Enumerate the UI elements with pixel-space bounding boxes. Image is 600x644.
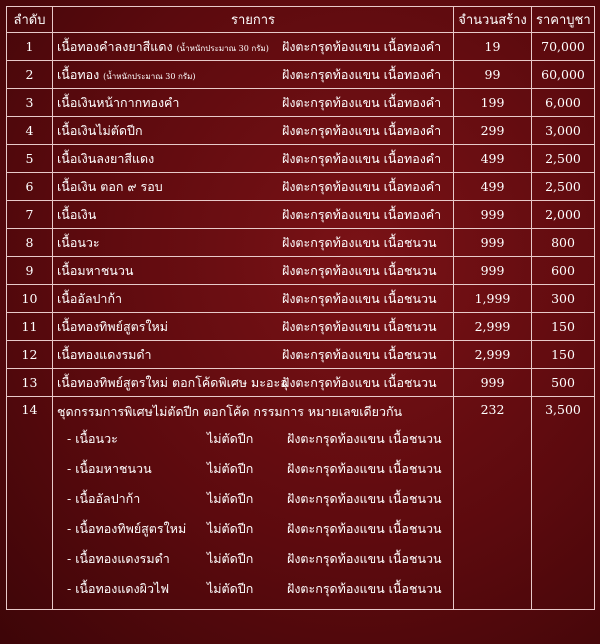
item-mint-detail: ฝังตะกรุดท้องแขน เนื้อชนวน <box>282 346 437 362</box>
row-number: 9 <box>7 257 53 285</box>
table-row <box>7 285 595 313</box>
row-number: 4 <box>7 117 53 145</box>
item-mint-detail: ฝังตะกรุดท้องแขน เนื้อชนวน <box>282 374 437 390</box>
row-quantity: 999 <box>454 201 532 229</box>
row-description <box>53 313 454 341</box>
row-number: 12 <box>7 341 53 369</box>
set-item-mint-detail: ฝังตะกรุดท้องแขน เนื้อชนวน <box>287 491 442 506</box>
set-item-name: - เนื้อทองแดงผิวไฟ <box>67 581 170 596</box>
table-row <box>7 257 595 285</box>
item-name: เนื้อทองแดงรมดำ <box>57 346 152 362</box>
item-mint-detail: ฝังตะกรุดท้องแขน เนื้อทองคำ <box>282 206 442 222</box>
row-price: 70,000 <box>532 33 595 61</box>
table-row <box>7 173 595 201</box>
item-mint-detail: ฝังตะกรุดท้องแขน เนื้อทองคำ <box>282 94 442 110</box>
item-mint-detail: ฝังตะกรุดท้องแขน เนื้อชนวน <box>282 290 437 306</box>
row-price: 150 <box>532 341 595 369</box>
table-row <box>7 33 595 61</box>
item-name: เนื้อเงิน ตอก ๙ รอบ <box>57 178 163 194</box>
row-quantity: 499 <box>454 145 532 173</box>
row-description <box>53 369 454 397</box>
set-item-condition: ไม่ตัดปีก <box>207 461 254 476</box>
row-price: 150 <box>532 313 595 341</box>
header-quantity: จำนวนสร้าง <box>454 7 532 33</box>
row-quantity: 2,999 <box>454 313 532 341</box>
set-title: ชุดกรรมการพิเศษไม่ตัดปีก ตอกโค้ด กรรมการ หมายเลขเดียวกัน <box>57 404 403 419</box>
row-number: 3 <box>7 89 53 117</box>
table-body <box>7 33 595 397</box>
item-name: เนื้อเงินไม่ตัดปีก <box>57 122 143 138</box>
set-item-mint-detail: ฝังตะกรุดท้องแขน เนื้อชนวน <box>287 521 442 536</box>
row-price: 300 <box>532 285 595 313</box>
row-quantity: 19 <box>454 33 532 61</box>
item-name: เนื้อเงินลงยาสีแดง <box>57 150 155 166</box>
row-number: 13 <box>7 369 53 397</box>
set-item-condition: ไม่ตัดปีก <box>207 521 254 536</box>
item-mint-detail: ฝังตะกรุดท้องแขน เนื้อทองคำ <box>282 150 442 166</box>
table-row <box>7 341 595 369</box>
set-item-condition: ไม่ตัดปีก <box>207 491 254 506</box>
item-name: เนื้อทอง <box>57 66 100 82</box>
item-name: เนื้อทองทิพย์สูตรใหม่ <box>57 318 169 334</box>
row-price: 3,000 <box>532 117 595 145</box>
set-item-mint-detail: ฝังตะกรุดท้องแขน เนื้อชนวน <box>287 461 442 476</box>
row-quantity: 1,999 <box>454 285 532 313</box>
item-mint-detail: ฝังตะกรุดท้องแขน เนื้อชนวน <box>282 318 437 334</box>
row-number: 2 <box>7 61 53 89</box>
item-weight-note: (น้ำหนักประมาณ 30 กรัม) <box>176 43 269 53</box>
row-description <box>53 229 454 257</box>
item-name: เนื้อนวะ <box>57 234 100 250</box>
row-quantity: 2,999 <box>454 341 532 369</box>
table-row <box>7 117 595 145</box>
item-mint-detail: ฝังตะกรุดท้องแขน เนื้อทองคำ <box>282 122 442 138</box>
set-description <box>53 397 454 610</box>
item-name: เนื้อทองทิพย์สูตรใหม่ ตอกโค้ดพิเศษ มะอะอุ <box>57 374 288 390</box>
row-quantity: 499 <box>454 173 532 201</box>
row-price: 2,500 <box>532 173 595 201</box>
header-price: ราคาบูชา <box>532 7 595 33</box>
row-price: 6,000 <box>532 89 595 117</box>
price-list <box>6 6 594 638</box>
row-quantity: 99 <box>454 61 532 89</box>
item-name: เนื้อเงิน <box>57 206 97 222</box>
table-row-set <box>7 397 595 610</box>
set-item-name: - เนื้อทองแดงรมดำ <box>67 551 170 566</box>
row-description <box>53 145 454 173</box>
row-number: 5 <box>7 145 53 173</box>
item-weight-note: (น้ำหนักประมาณ 30 กรัม) <box>103 71 196 81</box>
row-description <box>53 285 454 313</box>
row-price: 2,000 <box>532 201 595 229</box>
item-mint-detail: ฝังตะกรุดท้องแขน เนื้อทองคำ <box>282 38 442 54</box>
set-item-mint-detail: ฝังตะกรุดท้องแขน เนื้อชนวน <box>287 581 442 596</box>
set-item-name: - เนื้อมหาชนวน <box>67 461 152 476</box>
item-mint-detail: ฝังตะกรุดท้องแขน เนื้อทองคำ <box>282 66 442 82</box>
item-mint-detail: ฝังตะกรุดท้องแขน เนื้อชนวน <box>282 262 437 278</box>
row-number: 8 <box>7 229 53 257</box>
row-price: 2,500 <box>532 145 595 173</box>
row-description <box>53 201 454 229</box>
table-row <box>7 145 595 173</box>
set-item-condition: ไม่ตัดปีก <box>207 581 254 596</box>
set-item-name: - เนื้ออัลปาก้า <box>67 491 141 506</box>
table-row <box>7 61 595 89</box>
row-number: 10 <box>7 285 53 313</box>
row-quantity: 999 <box>454 229 532 257</box>
item-name: เนื้ออัลปาก้า <box>57 290 123 306</box>
item-name: เนื้อเงินหน้ากากทองคำ <box>57 94 180 110</box>
row-quantity: 199 <box>454 89 532 117</box>
table-row <box>7 369 595 397</box>
item-name: เนื้อมหาชนวน <box>57 262 134 278</box>
row-description <box>53 117 454 145</box>
row-number: 1 <box>7 33 53 61</box>
table-row <box>7 201 595 229</box>
row-price: 60,000 <box>532 61 595 89</box>
set-item-condition: ไม่ตัดปีก <box>207 551 254 566</box>
row-quantity: 999 <box>454 369 532 397</box>
set-item-mint-detail: ฝังตะกรุดท้องแขน เนื้อชนวน <box>287 551 442 566</box>
set-item-mint-detail: ฝังตะกรุดท้องแขน เนื้อชนวน <box>287 431 442 446</box>
row-price: 3,500 <box>532 397 595 610</box>
set-item-condition: ไม่ตัดปีก <box>207 431 254 446</box>
table-row <box>7 313 595 341</box>
row-description <box>53 61 454 89</box>
item-mint-detail: ฝังตะกรุดท้องแขน เนื้อชนวน <box>282 234 437 250</box>
header-row <box>7 7 595 33</box>
row-number: 7 <box>7 201 53 229</box>
set-item-name: - เนื้อทองทิพย์สูตรใหม่ <box>67 521 187 536</box>
item-name: เนื้อทองคำลงยาสีแดง <box>57 38 173 54</box>
header-order: ลำดับ <box>7 7 53 33</box>
row-number: 14 <box>7 397 53 610</box>
row-quantity: 299 <box>454 117 532 145</box>
row-quantity: 232 <box>454 397 532 610</box>
row-quantity: 999 <box>454 257 532 285</box>
set-item-name: - เนื้อนวะ <box>67 431 118 446</box>
header-item: รายการ <box>53 7 454 33</box>
row-description <box>53 341 454 369</box>
table-row <box>7 89 595 117</box>
row-price: 600 <box>532 257 595 285</box>
row-price: 800 <box>532 229 595 257</box>
row-number: 6 <box>7 173 53 201</box>
row-description <box>53 33 454 61</box>
table-row <box>7 229 595 257</box>
item-mint-detail: ฝังตะกรุดท้องแขน เนื้อทองคำ <box>282 178 442 194</box>
row-price: 500 <box>532 369 595 397</box>
row-description <box>53 257 454 285</box>
price-table <box>6 6 595 610</box>
row-number: 11 <box>7 313 53 341</box>
row-description <box>53 173 454 201</box>
row-description <box>53 89 454 117</box>
